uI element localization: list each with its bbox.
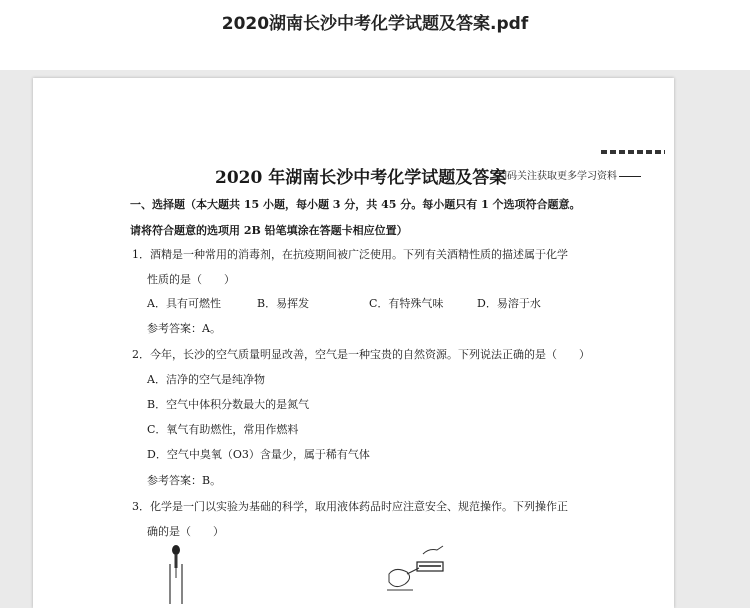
question-1-answer: 参考答案：A。	[147, 322, 221, 335]
qr-note-text: 扫码关注获取更多学习资料	[497, 171, 617, 182]
question-2-stem: 2．今年，长沙的空气质量明显改善，空气是一种宝贵的自然资源。下列说法正确的是（ ）	[132, 348, 590, 361]
question-2-option-c: C．氧气有助燃性，常用作燃料	[147, 423, 299, 436]
dropper-test-tube-figure	[161, 544, 191, 604]
pdf-page	[33, 78, 674, 608]
document-title: 2020 年湖南长沙中考化学试题及答案	[215, 168, 507, 188]
option-b: B．易挥发	[257, 297, 310, 310]
option-a: A．具有可燃性	[147, 297, 221, 310]
section-heading: 一、选择题（本大题共 15 小题，每小题 3 分，共 45 分。每小题只有 1 个选项符合题意。	[130, 198, 581, 211]
option-c: C．有特殊气味	[369, 297, 444, 310]
question-1-stem: 1．酒精是一种常用的消毒剂，在抗疫期间被广泛使用。下列有关酒精性质的描述属于化学	[132, 248, 568, 261]
question-2-answer: 参考答案：B。	[147, 474, 222, 487]
viewer-toolbar	[0, 0, 750, 70]
question-1-stem-cont: 性质的是（ ）	[147, 273, 235, 286]
qr-note-rule	[619, 176, 641, 177]
qr-note	[497, 167, 641, 182]
question-1-options	[147, 295, 541, 311]
pouring-liquid-figure	[383, 544, 455, 594]
option-d: D．易溶于水	[477, 297, 541, 310]
question-3-stem: 3．化学是一门以实验为基础的科学，取用液体药品时应注意安全、规范操作。下列操作正	[132, 500, 568, 513]
question-2-option-d: D．空气中臭氧（O3）含量少，属于稀有气体	[147, 448, 370, 461]
question-3-stem-cont: 确的是（ ）	[147, 525, 224, 538]
file-title: 2020湖南长沙中考化学试题及答案.pdf	[221, 14, 529, 34]
section-instruction: 请将符合题意的选项用 2B 铅笔填涂在答题卡相应位置）	[130, 224, 408, 237]
corner-mark	[601, 150, 665, 154]
question-2-option-b: B．空气中体积分数最大的是氮气	[147, 398, 310, 411]
question-2-option-a: A．洁净的空气是纯净物	[147, 373, 265, 386]
